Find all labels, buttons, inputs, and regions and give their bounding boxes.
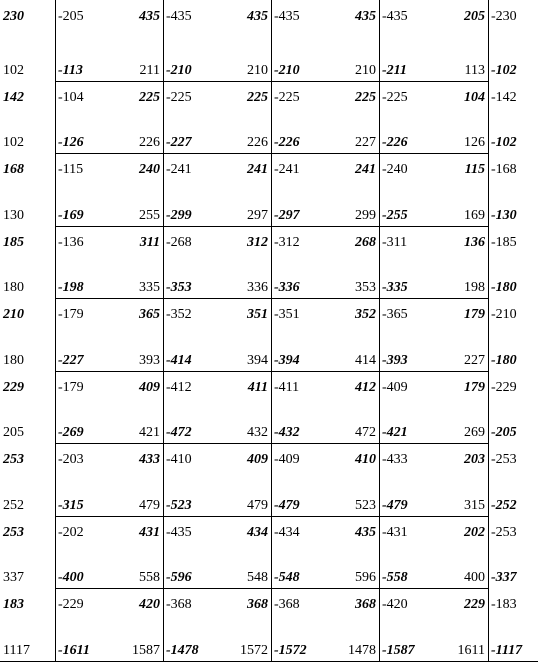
cell-value: -337 bbox=[491, 570, 517, 585]
cell-value: -431 bbox=[382, 525, 408, 540]
cell-value: 435 bbox=[247, 9, 268, 24]
cell-value: -168 bbox=[491, 162, 517, 177]
table-cell bbox=[163, 443, 271, 516]
cell-value: 335 bbox=[139, 280, 160, 295]
cell-value: -315 bbox=[58, 498, 84, 513]
table-cell bbox=[163, 588, 271, 661]
cell-value: -412 bbox=[166, 380, 192, 395]
cell-value: -335 bbox=[382, 280, 408, 295]
cell-value: 368 bbox=[247, 597, 268, 612]
cell-value: 352 bbox=[355, 307, 376, 322]
cell-value: -185 bbox=[491, 235, 517, 250]
cell-value: 268 bbox=[355, 235, 376, 250]
cell-value: -434 bbox=[274, 525, 300, 540]
cell-value: -479 bbox=[382, 498, 408, 513]
table-cell bbox=[379, 0, 488, 81]
cell-value: 353 bbox=[355, 280, 376, 295]
table-cell bbox=[488, 81, 538, 153]
cell-value: -169 bbox=[58, 208, 84, 223]
table-cell bbox=[271, 371, 379, 443]
table-cell bbox=[379, 298, 488, 371]
cell-value: -299 bbox=[166, 208, 192, 223]
cell-value: -205 bbox=[491, 425, 517, 440]
cell-value: 225 bbox=[355, 90, 376, 105]
table-cell bbox=[55, 516, 163, 588]
row-divider bbox=[55, 81, 488, 82]
cell-value: -400 bbox=[58, 570, 84, 585]
cell-value: -596 bbox=[166, 570, 192, 585]
cell-value: -229 bbox=[58, 597, 84, 612]
cell-value: -368 bbox=[274, 597, 300, 612]
cell-value: -352 bbox=[166, 307, 192, 322]
cell-value: 472 bbox=[355, 425, 376, 440]
table-cell bbox=[488, 153, 538, 226]
table-cell bbox=[379, 588, 488, 661]
cell-value: 434 bbox=[247, 525, 268, 540]
table-cell bbox=[379, 81, 488, 153]
table-cell bbox=[55, 588, 163, 661]
cell-value: 394 bbox=[247, 353, 268, 368]
cell-value: -203 bbox=[58, 452, 84, 467]
cell-value: -435 bbox=[166, 9, 192, 24]
cell-value: 420 bbox=[139, 597, 160, 612]
table-cell bbox=[271, 298, 379, 371]
cell-value: -179 bbox=[58, 380, 84, 395]
cell-value: 210 bbox=[355, 63, 376, 78]
cell-value: 432 bbox=[247, 425, 268, 440]
column-divider bbox=[163, 0, 164, 661]
cell-value: -1587 bbox=[382, 643, 415, 658]
cell-value: 269 bbox=[464, 425, 485, 440]
cell-value: 113 bbox=[464, 63, 485, 78]
cell-value: -420 bbox=[382, 597, 408, 612]
table-cell bbox=[55, 371, 163, 443]
table-cell bbox=[488, 588, 538, 661]
cell-value: 255 bbox=[139, 208, 160, 223]
cell-value: 558 bbox=[139, 570, 160, 585]
cell-value: 115 bbox=[464, 162, 485, 177]
table-cell bbox=[55, 226, 163, 298]
cell-value: 299 bbox=[355, 208, 376, 223]
cell-value: 435 bbox=[139, 9, 160, 24]
cell-value: 479 bbox=[247, 498, 268, 513]
cell-value: 229 bbox=[3, 380, 24, 395]
cell-value: 410 bbox=[355, 452, 376, 467]
cell-value: 225 bbox=[139, 90, 160, 105]
cell-value: 202 bbox=[464, 525, 485, 540]
cell-value: -394 bbox=[274, 353, 300, 368]
cell-value: -230 bbox=[491, 9, 517, 24]
cell-value: -548 bbox=[274, 570, 300, 585]
cell-value: 479 bbox=[139, 498, 160, 513]
table-cell bbox=[55, 153, 163, 226]
table-cell bbox=[271, 81, 379, 153]
table-cell bbox=[0, 516, 55, 588]
cell-value: -225 bbox=[382, 90, 408, 105]
table-cell bbox=[488, 371, 538, 443]
cell-value: -411 bbox=[274, 380, 300, 395]
cell-value: 240 bbox=[139, 162, 160, 177]
cell-value: -180 bbox=[491, 353, 517, 368]
cell-value: 523 bbox=[355, 498, 376, 513]
cell-value: -126 bbox=[58, 135, 84, 150]
cell-value: 226 bbox=[247, 135, 268, 150]
cell-value: 1478 bbox=[348, 643, 376, 658]
cell-value: 185 bbox=[3, 235, 24, 250]
cell-value: -1478 bbox=[166, 643, 199, 658]
cell-value: -472 bbox=[166, 425, 192, 440]
table-cell bbox=[379, 153, 488, 226]
cell-value: -253 bbox=[491, 525, 517, 540]
row-divider bbox=[55, 226, 488, 227]
cell-value: 548 bbox=[247, 570, 268, 585]
cell-value: 241 bbox=[247, 162, 268, 177]
table-cell bbox=[0, 226, 55, 298]
table-cell bbox=[163, 153, 271, 226]
cell-value: -312 bbox=[274, 235, 300, 250]
row-divider bbox=[55, 443, 488, 444]
cell-value: -1117 bbox=[491, 643, 523, 658]
cell-value: 102 bbox=[3, 135, 24, 150]
cell-value: -202 bbox=[58, 525, 84, 540]
cell-value: -353 bbox=[166, 280, 192, 295]
table-cell bbox=[0, 153, 55, 226]
cell-value: 431 bbox=[139, 525, 160, 540]
cell-value: -523 bbox=[166, 498, 192, 513]
cell-value: -225 bbox=[274, 90, 300, 105]
cell-value: 435 bbox=[355, 9, 376, 24]
column-divider bbox=[379, 0, 380, 661]
table-cell bbox=[0, 443, 55, 516]
cell-value: -435 bbox=[166, 525, 192, 540]
cell-value: -1572 bbox=[274, 643, 307, 658]
cell-value: 179 bbox=[464, 380, 485, 395]
cell-value: 1572 bbox=[240, 643, 268, 658]
table-cell bbox=[488, 516, 538, 588]
cell-value: 180 bbox=[3, 280, 24, 295]
cell-value: -336 bbox=[274, 280, 300, 295]
cell-value: -205 bbox=[58, 9, 84, 24]
cell-value: -435 bbox=[274, 9, 300, 24]
cell-value: -136 bbox=[58, 235, 84, 250]
cell-value: -229 bbox=[491, 380, 517, 395]
cell-value: 229 bbox=[464, 597, 485, 612]
cell-value: -421 bbox=[382, 425, 408, 440]
cell-value: 102 bbox=[3, 63, 24, 78]
cell-value: 226 bbox=[139, 135, 160, 150]
cell-value: -410 bbox=[166, 452, 192, 467]
row-divider bbox=[55, 516, 488, 517]
table-cell bbox=[55, 0, 163, 81]
cell-value: -297 bbox=[274, 208, 300, 223]
cell-value: -102 bbox=[491, 135, 517, 150]
cell-value: -393 bbox=[382, 353, 408, 368]
row-divider bbox=[55, 153, 488, 154]
table-cell bbox=[0, 588, 55, 661]
cell-value: -409 bbox=[274, 452, 300, 467]
cell-value: 142 bbox=[3, 90, 24, 105]
cell-value: 210 bbox=[3, 307, 24, 322]
row-divider bbox=[55, 588, 488, 589]
table-cell bbox=[163, 371, 271, 443]
cell-value: -255 bbox=[382, 208, 408, 223]
table-cell bbox=[163, 516, 271, 588]
cell-value: 136 bbox=[464, 235, 485, 250]
cell-value: -142 bbox=[491, 90, 517, 105]
cell-value: -183 bbox=[491, 597, 517, 612]
table-cell bbox=[55, 443, 163, 516]
cell-value: 241 bbox=[355, 162, 376, 177]
table-cell bbox=[271, 0, 379, 81]
cell-value: -252 bbox=[491, 498, 517, 513]
cell-value: -227 bbox=[166, 135, 192, 150]
column-divider bbox=[488, 0, 489, 661]
cell-value: -268 bbox=[166, 235, 192, 250]
cell-value: 104 bbox=[464, 90, 485, 105]
cell-value: -226 bbox=[274, 135, 300, 150]
cell-value: 351 bbox=[247, 307, 268, 322]
cell-value: -227 bbox=[58, 353, 84, 368]
table-cell bbox=[271, 153, 379, 226]
table-cell bbox=[0, 371, 55, 443]
cell-value: 311 bbox=[139, 235, 160, 250]
cell-value: -113 bbox=[58, 63, 83, 78]
cell-value: -311 bbox=[382, 235, 408, 250]
cell-value: -115 bbox=[58, 162, 84, 177]
cell-value: -225 bbox=[166, 90, 192, 105]
cell-value: 225 bbox=[247, 90, 268, 105]
cell-value: 205 bbox=[3, 425, 24, 440]
cell-value: 297 bbox=[247, 208, 268, 223]
cell-value: 253 bbox=[3, 452, 24, 467]
cell-value: 205 bbox=[464, 9, 485, 24]
cell-value: 1587 bbox=[132, 643, 160, 658]
table-cell bbox=[379, 443, 488, 516]
cell-value: -211 bbox=[382, 63, 407, 78]
table-cell bbox=[55, 298, 163, 371]
cell-value: 211 bbox=[139, 63, 160, 78]
cell-value: -130 bbox=[491, 208, 517, 223]
table-cell bbox=[163, 298, 271, 371]
cell-value: 198 bbox=[464, 280, 485, 295]
cell-value: 337 bbox=[3, 570, 24, 585]
cell-value: 168 bbox=[3, 162, 24, 177]
cell-value: -102 bbox=[491, 63, 517, 78]
column-divider bbox=[55, 0, 56, 661]
cell-value: -269 bbox=[58, 425, 84, 440]
cell-value: 365 bbox=[139, 307, 160, 322]
column-divider bbox=[271, 0, 272, 661]
table-cell bbox=[379, 226, 488, 298]
table-cell bbox=[163, 226, 271, 298]
cell-value: -368 bbox=[166, 597, 192, 612]
cell-value: 393 bbox=[139, 353, 160, 368]
table-cell bbox=[0, 298, 55, 371]
cell-value: -433 bbox=[382, 452, 408, 467]
cell-value: -409 bbox=[382, 380, 408, 395]
cell-value: 183 bbox=[3, 597, 24, 612]
cell-value: 400 bbox=[464, 570, 485, 585]
cell-value: 230 bbox=[3, 9, 24, 24]
cell-value: 227 bbox=[355, 135, 376, 150]
cell-value: -1611 bbox=[58, 643, 90, 658]
cell-value: 203 bbox=[464, 452, 485, 467]
cell-value: 210 bbox=[247, 63, 268, 78]
cell-value: 409 bbox=[139, 380, 160, 395]
cell-value: -179 bbox=[58, 307, 84, 322]
cell-value: 435 bbox=[355, 525, 376, 540]
cell-value: -104 bbox=[58, 90, 84, 105]
cell-value: -210 bbox=[274, 63, 300, 78]
cell-value: 433 bbox=[139, 452, 160, 467]
cell-value: -351 bbox=[274, 307, 300, 322]
cell-value: -210 bbox=[491, 307, 517, 322]
cell-value: 368 bbox=[355, 597, 376, 612]
cell-value: -253 bbox=[491, 452, 517, 467]
table-cell bbox=[55, 81, 163, 153]
cell-value: -435 bbox=[382, 9, 408, 24]
cell-value: 596 bbox=[355, 570, 376, 585]
cell-value: -479 bbox=[274, 498, 300, 513]
table-cell bbox=[488, 226, 538, 298]
bottom-rule bbox=[0, 661, 538, 662]
table-cell bbox=[379, 371, 488, 443]
cell-value: 315 bbox=[464, 498, 485, 513]
table-cell bbox=[271, 443, 379, 516]
table-cell bbox=[0, 81, 55, 153]
cell-value: 169 bbox=[464, 208, 485, 223]
table-cell bbox=[271, 226, 379, 298]
cell-value: -210 bbox=[166, 63, 192, 78]
table-cell bbox=[488, 298, 538, 371]
cell-value: -226 bbox=[382, 135, 408, 150]
cell-value: 1611 bbox=[457, 643, 485, 658]
cell-value: -558 bbox=[382, 570, 408, 585]
cell-value: 421 bbox=[139, 425, 160, 440]
row-divider bbox=[55, 371, 488, 372]
cell-value: 227 bbox=[464, 353, 485, 368]
cell-value: 411 bbox=[247, 380, 268, 395]
cell-value: -180 bbox=[491, 280, 517, 295]
cell-value: -241 bbox=[166, 162, 192, 177]
table-cell bbox=[271, 588, 379, 661]
cell-value: -414 bbox=[166, 353, 192, 368]
cell-value: 179 bbox=[464, 307, 485, 322]
cell-value: 1117 bbox=[3, 643, 30, 658]
cell-value: 180 bbox=[3, 353, 24, 368]
row-divider bbox=[55, 298, 488, 299]
cell-value: 336 bbox=[247, 280, 268, 295]
cell-value: -240 bbox=[382, 162, 408, 177]
table-cell bbox=[379, 516, 488, 588]
cell-value: 312 bbox=[247, 235, 268, 250]
cell-value: -198 bbox=[58, 280, 84, 295]
table-cell bbox=[163, 81, 271, 153]
cell-value: 130 bbox=[3, 208, 24, 223]
table-cell bbox=[163, 0, 271, 81]
cell-value: 252 bbox=[3, 498, 24, 513]
cell-value: -365 bbox=[382, 307, 408, 322]
cell-value: 412 bbox=[355, 380, 376, 395]
cell-value: -432 bbox=[274, 425, 300, 440]
table-cell bbox=[271, 516, 379, 588]
cell-value: 409 bbox=[247, 452, 268, 467]
cell-value: 253 bbox=[3, 525, 24, 540]
table-cell bbox=[0, 0, 55, 81]
cell-value: -241 bbox=[274, 162, 300, 177]
table-cell bbox=[488, 0, 538, 81]
table-cell bbox=[488, 443, 538, 516]
cell-value: 414 bbox=[355, 353, 376, 368]
cell-value: 126 bbox=[464, 135, 485, 150]
